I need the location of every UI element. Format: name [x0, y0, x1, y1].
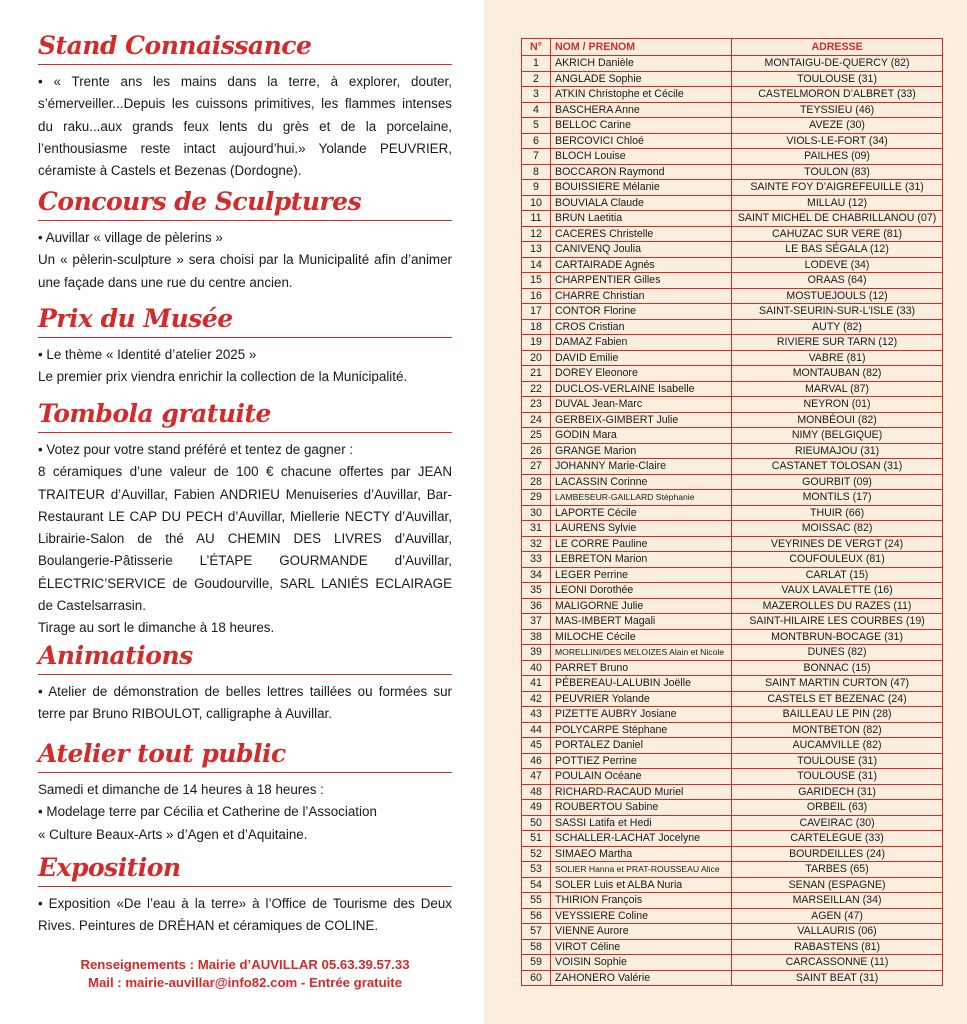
cell-address: SAINT MARTIN CURTON (47) [732, 676, 943, 692]
cell-number: 19 [522, 335, 551, 351]
cell-name: DOREY Eleonore [551, 366, 732, 382]
cell-number: 2 [522, 71, 551, 87]
divider [38, 64, 452, 65]
cell-name: SCHALLER-LACHAT Jocelyne [551, 831, 732, 847]
table-row [522, 366, 943, 382]
cell-address: LE BAS SÉGALA (12) [732, 242, 943, 258]
cell-number: 55 [522, 893, 551, 909]
cell-name: THIRION François [551, 893, 732, 909]
section-atelier-tout-public [38, 738, 452, 846]
cell-name: SASSI Latifa et Hedi [551, 815, 732, 831]
cell-name: CACERES Christelle [551, 226, 732, 242]
table-row [522, 908, 943, 924]
cell-number: 15 [522, 273, 551, 289]
cell-number: 26 [522, 443, 551, 459]
cell-number: 16 [522, 288, 551, 304]
table-row [522, 443, 943, 459]
cell-name: ANGLADE Sophie [551, 71, 732, 87]
cell-name: VOISIN Sophie [551, 955, 732, 971]
cell-name: GERBEIX-GIMBERT Julie [551, 412, 732, 428]
cell-number: 9 [522, 180, 551, 196]
section-title: Tombola gratuite [38, 399, 271, 428]
cell-number: 52 [522, 846, 551, 862]
table-row [522, 691, 943, 707]
cell-name: PARRET Bruno [551, 660, 732, 676]
cell-address: VALLAURIS (06) [732, 924, 943, 940]
section-title: Animations [38, 641, 193, 670]
cell-name: MORELLINI/DES MELOIZES Alain et Nicole [551, 645, 732, 661]
section-title: Exposition [38, 853, 181, 882]
cell-address: SENAN (ESPAGNE) [732, 877, 943, 893]
cell-name: LAPORTE Cécile [551, 505, 732, 521]
table-row [522, 862, 943, 878]
cell-address: CAVEIRAC (30) [732, 815, 943, 831]
cell-name: DUCLOS-VERLAINE Isabelle [551, 381, 732, 397]
section-text: • Votez pour votre stand préféré et tentez de gagner : [38, 442, 354, 457]
cell-address: TOULOUSE (31) [732, 753, 943, 769]
table-row [522, 412, 943, 428]
cell-name: ZAHONERO Valérie [551, 970, 732, 986]
cell-address: TOULOUSE (31) [732, 71, 943, 87]
table-row [522, 428, 943, 444]
cell-number: 49 [522, 800, 551, 816]
section-stand-connaissance [38, 30, 452, 182]
cell-number: 1 [522, 56, 551, 72]
cell-number: 3 [522, 87, 551, 103]
cell-name: BOCCARON Raymond [551, 164, 732, 180]
table-row [522, 71, 943, 87]
cell-number: 14 [522, 257, 551, 273]
cell-number: 33 [522, 552, 551, 568]
cell-address: LODEVE (34) [732, 257, 943, 273]
cell-address: BOURDEILLES (24) [732, 846, 943, 862]
cell-name: CHARRE Christian [551, 288, 732, 304]
cell-number: 51 [522, 831, 551, 847]
cell-address: MONTBRUN-BOCAGE (31) [732, 629, 943, 645]
divider [38, 886, 452, 887]
cell-name: LEBRETON Marion [551, 552, 732, 568]
section-text: « Culture Beaux-Arts » d’Agen et d’Aquitaine. [38, 826, 308, 842]
cell-address: MOISSAC (82) [732, 521, 943, 537]
cell-address: NIMY (BELGIQUE) [732, 428, 943, 444]
cell-number: 34 [522, 567, 551, 583]
cell-name: SOLIER Hanna et PRAT-ROUSSEAU Alice [551, 862, 732, 878]
cell-address: SAINT MICHEL DE CHABRILLANOU (07) [732, 211, 943, 227]
table-row [522, 505, 943, 521]
cell-name: SOLER Luis et ALBA Nuria [551, 877, 732, 893]
cell-number: 37 [522, 614, 551, 630]
table-row [522, 660, 943, 676]
cell-name: CHARPENTIER Gilles [551, 273, 732, 289]
cell-number: 10 [522, 195, 551, 211]
cell-name: LEGER Perrine [551, 567, 732, 583]
cell-name: VIROT Céline [551, 939, 732, 955]
cell-address: TEYSSIEU (46) [732, 102, 943, 118]
cell-address: AUTY (82) [732, 319, 943, 335]
section-title: Concours de Sculptures [38, 187, 362, 216]
cell-name: DAMAZ Fabien [551, 335, 732, 351]
contact-info [38, 956, 452, 992]
cell-address: COUFOULEUX (81) [732, 552, 943, 568]
table-row [522, 598, 943, 614]
section-text: • Auvillar « village de pèlerins » [38, 230, 223, 245]
divider [38, 772, 452, 773]
cell-address: VIOLS-LE-FORT (34) [732, 133, 943, 149]
cell-number: 21 [522, 366, 551, 382]
cell-name: LAMBESEUR-GAILLARD Stéphanie [551, 490, 732, 506]
section-text: • « Trente ans les mains dans la terre, à explorer, douter, s’émerveiller...Depuis les cuissons primitives, les flammes intenses du raku...aux grands feux lents du grès et de la porcelaine, l’enthousiasme reste intact aujourd’hui.» Yolande PEUVRIER, céramiste à Castels et Bezenas (Dordogne). [38, 74, 452, 179]
cell-address: MONTAIGU-DE-QUERCY (82) [732, 56, 943, 72]
cell-number: 38 [522, 629, 551, 645]
cell-name: MAS-IMBERT Magali [551, 614, 732, 630]
cell-address: PAILHES (09) [732, 149, 943, 165]
cell-name: BOUVIALA Claude [551, 195, 732, 211]
cell-address: ORBEIL (63) [732, 800, 943, 816]
section-text: Le premier prix viendra enrichir la collection de la Municipalité. [38, 369, 408, 385]
cell-name: BOUISSIERE Mélanie [551, 180, 732, 196]
col-header-number: N° [530, 41, 542, 53]
cell-name: PIZETTE AUBRY Josiane [551, 707, 732, 723]
section-title: Stand Connaissance [38, 31, 312, 60]
table-row [522, 164, 943, 180]
cell-number: 53 [522, 862, 551, 878]
cell-name: POULAIN Océane [551, 769, 732, 785]
cell-number: 35 [522, 583, 551, 599]
cell-address: CARCASSONNE (11) [732, 955, 943, 971]
table-row [522, 955, 943, 971]
cell-number: 7 [522, 149, 551, 165]
cell-number: 20 [522, 350, 551, 366]
table-row [522, 102, 943, 118]
cell-number: 8 [522, 164, 551, 180]
cell-address: BONNAC (15) [732, 660, 943, 676]
cell-address: CAHUZAC SUR VERE (81) [732, 226, 943, 242]
table-row [522, 133, 943, 149]
cell-address: GOURBIT (09) [732, 474, 943, 490]
section-title: Atelier tout public [38, 739, 286, 768]
cell-address: MONBÉOUI (82) [732, 412, 943, 428]
cell-address: VEYRINES DE VERGT (24) [732, 536, 943, 552]
section-text: • Exposition «De l’eau à la terre» à l’Office de Tourisme des Deux Rives. Peintures de DRÉHAN et céramiques de COLINE. [38, 896, 452, 934]
cell-address: MARVAL (87) [732, 381, 943, 397]
cell-name: CROS Cristian [551, 319, 732, 335]
col-header-address: ADRESSE [732, 39, 943, 56]
cell-number: 13 [522, 242, 551, 258]
cell-address: VABRE (81) [732, 350, 943, 366]
cell-number: 22 [522, 381, 551, 397]
section-prix-musee [38, 303, 452, 389]
cell-name: LACASSIN Corinne [551, 474, 732, 490]
table-row [522, 784, 943, 800]
cell-name: DUVAL Jean-Marc [551, 397, 732, 413]
cell-number: 54 [522, 877, 551, 893]
table-row [522, 614, 943, 630]
col-header-name: NOM / PRENOM [551, 39, 732, 56]
cell-name: CARTAIRADE Agnés [551, 257, 732, 273]
section-concours-sculptures [38, 186, 452, 294]
cell-address: MARSEILLAN (34) [732, 893, 943, 909]
section-text: Samedi et dimanche de 14 heures à 18 heures : [38, 782, 324, 797]
cell-number: 59 [522, 955, 551, 971]
cell-number: 12 [522, 226, 551, 242]
cell-address: SAINT BEAT (31) [732, 970, 943, 986]
cell-number: 47 [522, 769, 551, 785]
table-row [522, 304, 943, 320]
cell-number: 30 [522, 505, 551, 521]
cell-address: NEYRON (01) [732, 397, 943, 413]
cell-address: TARBES (65) [732, 862, 943, 878]
cell-number: 48 [522, 784, 551, 800]
exhibitors-table [521, 38, 943, 986]
cell-address: RIVIERE SUR TARN (12) [732, 335, 943, 351]
cell-number: 43 [522, 707, 551, 723]
cell-address: RABASTENS (81) [732, 939, 943, 955]
cell-number: 5 [522, 118, 551, 134]
table-row [522, 536, 943, 552]
cell-name: POTTIEZ Perrine [551, 753, 732, 769]
table-header-row [522, 39, 943, 56]
cell-name: PEUVRIER Yolande [551, 691, 732, 707]
cell-address: MONTAUBAN (82) [732, 366, 943, 382]
table-row [522, 939, 943, 955]
cell-address: GARIDECH (31) [732, 784, 943, 800]
section-text: • Modelage terre par Cécilia et Catherine de l’Association [38, 804, 377, 820]
cell-name: BLOCH Louise [551, 149, 732, 165]
cell-number: 32 [522, 536, 551, 552]
cell-number: 25 [522, 428, 551, 444]
table-row [522, 877, 943, 893]
table-row [522, 56, 943, 72]
cell-address: SAINT-HILAIRE LES COURBES (19) [732, 614, 943, 630]
cell-name: CANIVENQ Joulia [551, 242, 732, 258]
cell-address: ORAAS (64) [732, 273, 943, 289]
table-row [522, 769, 943, 785]
table-row [522, 226, 943, 242]
cell-name: MILOCHE Cécile [551, 629, 732, 645]
cell-number: 6 [522, 133, 551, 149]
cell-number: 39 [522, 645, 551, 661]
cell-name: BRUN Laetitia [551, 211, 732, 227]
section-tombola [38, 398, 452, 640]
cell-address: AUCAMVILLE (82) [732, 738, 943, 754]
contact-mail: Mail : mairie-auvillar@info82.com - Entrée gratuite [87, 975, 403, 990]
cell-number: 4 [522, 102, 551, 118]
cell-name: LE CORRE Pauline [551, 536, 732, 552]
cell-name: BASCHERA Anne [551, 102, 732, 118]
table-row [522, 459, 943, 475]
section-text: 8 céramiques d’une valeur de 100 € chacune offertes par JEAN TRAITEUR d’Auvillar, Fabien ANDRIEU Menuiseries d’Auvillar, Bar-Restaurant LE CAP DU PECH d’Auvillar, Miellerie NECTY d’Auvillar, Librairie-Salon de thé AU CHEMIN DES LIVRES d’Auvillar, Boulangerie-Pâtisserie L’ÉTAPE GOURMANDE d’Auvillar, ÉLECTRIC’SERVICE de Goudourville, SARL LANIÉS ECLAIRAGE de Castelsarrasin. [38, 464, 452, 614]
divider [38, 674, 452, 675]
cell-name: VEYSSIERE Coline [551, 908, 732, 924]
cell-address: RIEUMAJOU (31) [732, 443, 943, 459]
table-row [522, 676, 943, 692]
cell-address: THUIR (66) [732, 505, 943, 521]
cell-address: CARLAT (15) [732, 567, 943, 583]
table-row [522, 118, 943, 134]
table-row [522, 335, 943, 351]
table-row [522, 381, 943, 397]
section-title: Prix du Musée [38, 304, 233, 333]
table-row [522, 645, 943, 661]
section-animations [38, 640, 452, 726]
cell-address: MAZEROLLES DU RAZES (11) [732, 598, 943, 614]
cell-number: 41 [522, 676, 551, 692]
table-row [522, 242, 943, 258]
cell-address: MOSTUEJOULS (12) [732, 288, 943, 304]
cell-name: BELLOC Carine [551, 118, 732, 134]
table-row [522, 753, 943, 769]
cell-address: BAILLEAU LE PIN (28) [732, 707, 943, 723]
cell-name: MALIGORNE Julie [551, 598, 732, 614]
cell-number: 40 [522, 660, 551, 676]
cell-name: VIENNE Aurore [551, 924, 732, 940]
cell-address: TOULON (83) [732, 164, 943, 180]
section-text: Tirage au sort le dimanche à 18 heures. [38, 620, 275, 636]
table-row [522, 87, 943, 103]
cell-address: SAINT-SEURIN-SUR-L’ISLE (33) [732, 304, 943, 320]
cell-address: AGEN (47) [732, 908, 943, 924]
cell-number: 46 [522, 753, 551, 769]
table-row [522, 800, 943, 816]
cell-number: 23 [522, 397, 551, 413]
cell-address: SAINTE FOY D’AIGREFEUILLE (31) [732, 180, 943, 196]
cell-number: 42 [522, 691, 551, 707]
cell-number: 24 [522, 412, 551, 428]
cell-address: MILLAU (12) [732, 195, 943, 211]
cell-name: JOHANNY Marie-Claire [551, 459, 732, 475]
cell-address: TOULOUSE (31) [732, 769, 943, 785]
divider [38, 337, 452, 338]
cell-name: GODIN Mara [551, 428, 732, 444]
table-row [522, 567, 943, 583]
table-row [522, 273, 943, 289]
cell-address: MONTILS (17) [732, 490, 943, 506]
table-row [522, 397, 943, 413]
cell-address: AVEZE (30) [732, 118, 943, 134]
table-row [522, 552, 943, 568]
table-row [522, 722, 943, 738]
cell-name: LEONI Dorothée [551, 583, 732, 599]
section-text: • Atelier de démonstration de belles lettres taillées ou formées sur terre par Bruno RIBOULOT, calligraphe à Auvillar. [38, 684, 452, 722]
table-row [522, 846, 943, 862]
cell-number: 27 [522, 459, 551, 475]
cell-name: PÉBEREAU-LALUBIN Joëlle [551, 676, 732, 692]
table-row [522, 474, 943, 490]
table-row [522, 288, 943, 304]
cell-name: SIMAEO Martha [551, 846, 732, 862]
cell-address: VAUX LAVALETTE (16) [732, 583, 943, 599]
table-row [522, 319, 943, 335]
cell-number: 31 [522, 521, 551, 537]
section-exposition [38, 852, 452, 938]
cell-number: 29 [522, 490, 551, 506]
divider [38, 432, 452, 433]
divider [38, 220, 452, 221]
table-row [522, 583, 943, 599]
cell-number: 45 [522, 738, 551, 754]
cell-name: PORTALEZ Daniel [551, 738, 732, 754]
section-text: Un « pèlerin-sculpture » sera choisi par la Municipalité afin d’animer une façade dans une rue du centre ancien. [38, 252, 452, 290]
table-row [522, 350, 943, 366]
cell-address: CASTELS ET BEZENAC (24) [732, 691, 943, 707]
section-text: • Le thème « Identité d’atelier 2025 » [38, 347, 257, 362]
cell-name: LAURENS Sylvie [551, 521, 732, 537]
table-row [522, 195, 943, 211]
cell-number: 36 [522, 598, 551, 614]
cell-address: CARTELEGUE (33) [732, 831, 943, 847]
cell-address: CASTELMORON D’ALBRET (33) [732, 87, 943, 103]
cell-name: POLYCARPE Stéphane [551, 722, 732, 738]
cell-number: 11 [522, 211, 551, 227]
cell-name: CONTOR Florine [551, 304, 732, 320]
table-row [522, 257, 943, 273]
cell-number: 50 [522, 815, 551, 831]
table-row [522, 149, 943, 165]
table-row [522, 629, 943, 645]
table-row [522, 970, 943, 986]
table-row [522, 211, 943, 227]
cell-number: 58 [522, 939, 551, 955]
table-row [522, 924, 943, 940]
cell-name: AKRICH Danièle [551, 56, 732, 72]
cell-number: 56 [522, 908, 551, 924]
cell-number: 57 [522, 924, 551, 940]
table-row [522, 738, 943, 754]
cell-number: 44 [522, 722, 551, 738]
cell-name: DAVID Emilie [551, 350, 732, 366]
table-row [522, 490, 943, 506]
cell-name: ATKIN Christophe et Cécile [551, 87, 732, 103]
cell-address: DUNES (82) [732, 645, 943, 661]
cell-number: 18 [522, 319, 551, 335]
cell-number: 60 [522, 970, 551, 986]
cell-name: GRANGE Marion [551, 443, 732, 459]
table-row [522, 521, 943, 537]
cell-number: 28 [522, 474, 551, 490]
cell-name: ROUBERTOU Sabine [551, 800, 732, 816]
contact-phone: Renseignements : Mairie d’AUVILLAR 05.63.39.57.33 [80, 957, 410, 972]
cell-address: MONTBETON (82) [732, 722, 943, 738]
cell-name: BERCOVICI Chloé [551, 133, 732, 149]
table-row [522, 831, 943, 847]
table-row [522, 180, 943, 196]
cell-address: CASTANET TOLOSAN (31) [732, 459, 943, 475]
cell-name: RICHARD-RACAUD Muriel [551, 784, 732, 800]
table-row [522, 815, 943, 831]
table-row [522, 707, 943, 723]
cell-number: 17 [522, 304, 551, 320]
table-row [522, 893, 943, 909]
